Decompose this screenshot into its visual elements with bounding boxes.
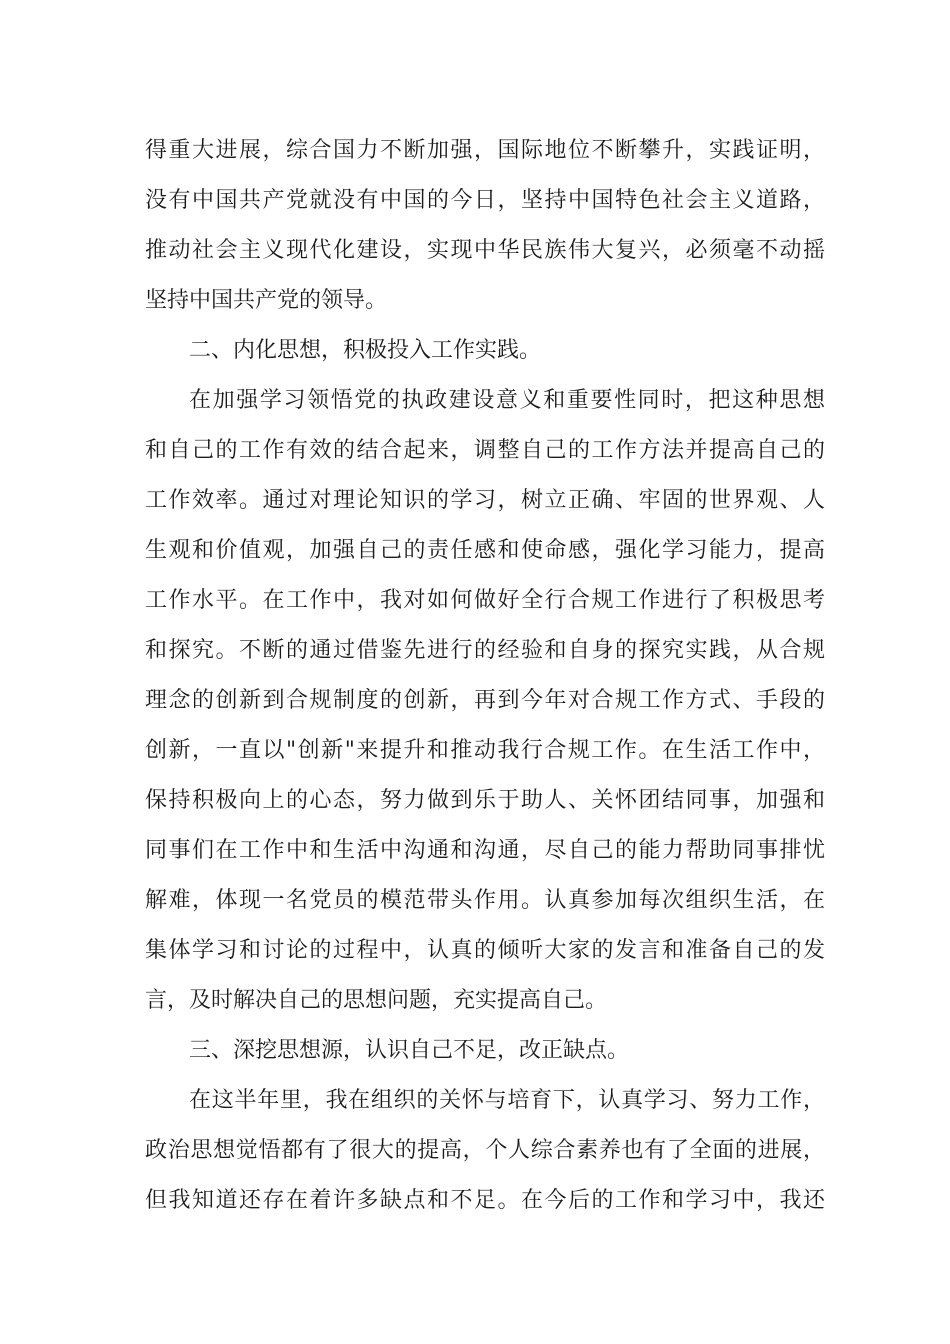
text-line: 解难，体现一名党员的模范带头作用。认真参加每次组织生活，在 [145, 888, 825, 913]
section-heading: 三、深挖思想源，认识自己不足，改正缺点。 [189, 1038, 630, 1063]
document-body [145, 126, 825, 1226]
text-line: 保持积极向上的心态，努力做到乐于助人、关怀团结同事，加强和 [145, 788, 825, 813]
text-line: 政治思想觉悟都有了很大的提高，个人综合素养也有了全面的进展， [145, 1138, 825, 1163]
text-line: 推动社会主义现代化建设，实现中华民族伟大复兴，必须毫不动摇 [145, 238, 825, 263]
text-line: 工作水平。在工作中，我对如何做好全行合规工作进行了积极思考 [145, 588, 825, 613]
text-line: 没有中国共产党就没有中国的今日，坚持中国特色社会主义道路， [145, 188, 825, 213]
text-line: 理念的创新到合规制度的创新，再到今年对合规工作方式、手段的 [145, 688, 825, 713]
text-line: 但我知道还存在着许多缺点和不足。在今后的工作和学习中，我还 [145, 1188, 825, 1213]
text-line: 和自己的工作有效的结合起来，调整自己的工作方法并提高自己的 [145, 438, 825, 463]
text-line: 在加强学习领悟党的执政建设意义和重要性同时，把这种思想 [189, 388, 825, 413]
text-line: 得重大进展，综合国力不断加强，国际地位不断攀升，实践证明， [145, 138, 825, 163]
text-line: 在这半年里，我在组织的关怀与培育下，认真学习、努力工作， [189, 1088, 825, 1113]
text-line: 集体学习和讨论的过程中，认真的倾听大家的发言和准备自己的发 [145, 938, 825, 963]
text-line: 创新，一直以"创新"来提升和推动我行合规工作。在生活工作中， [145, 738, 825, 763]
text-line: 和探究。不断的通过借鉴先进行的经验和自身的探究实践，从合规 [145, 638, 825, 663]
text-line: 生观和价值观，加强自己的责任感和使命感，强化学习能力，提高 [145, 538, 825, 563]
text-line: 言，及时解决自己的思想问题，充实提高自己。 [145, 988, 608, 1013]
text-line: 坚持中国共产党的领导。 [145, 288, 388, 313]
text-line: 同事们在工作中和生活中沟通和沟通，尽自己的能力帮助同事排忧 [145, 838, 825, 863]
text-line: 工作效率。通过对理论知识的学习，树立正确、牢固的世界观、人 [145, 488, 825, 513]
section-heading: 二、内化思想，积极投入工作实践。 [189, 338, 542, 363]
